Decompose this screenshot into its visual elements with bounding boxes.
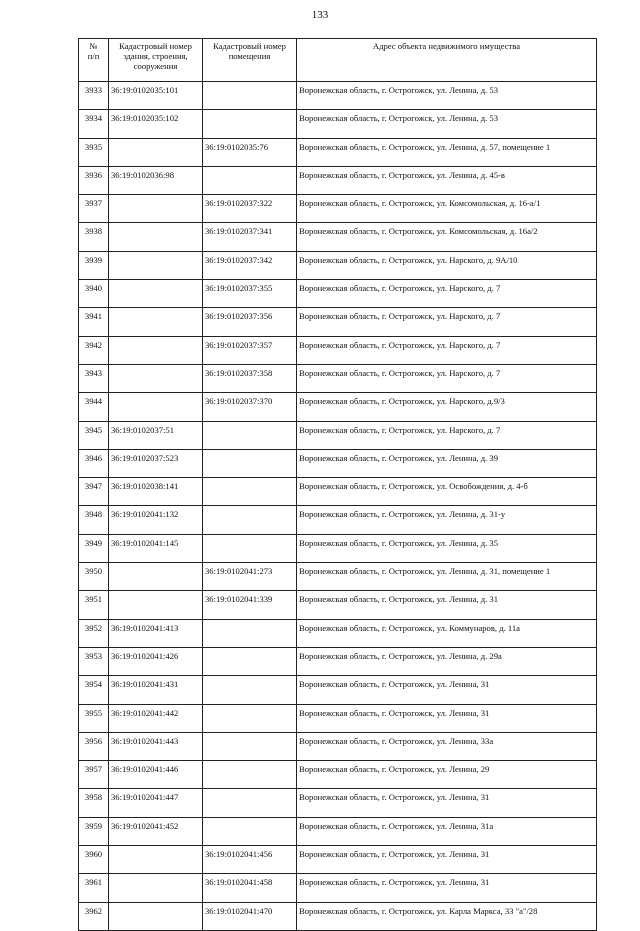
cell-num: 3940 [79,280,109,308]
cell-premises-cadastral: 36:19:0102037:341 [203,223,297,251]
cell-premises-cadastral [203,82,297,110]
cell-building-cadastral: 36:19:0102041:413 [109,619,203,647]
cell-premises-cadastral [203,478,297,506]
table-row [79,676,597,704]
cell-address: Воронежская область, г. Острогожск, ул. Нарского, д. 7 [297,364,597,392]
table-row [79,874,597,902]
cell-num: 3949 [79,534,109,562]
header-premises-cadastral: Кадастровый номер помещения [203,39,297,82]
cell-address: Воронежская область, г. Острогожск, ул. Ленина, 31 [297,676,597,704]
cell-address: Воронежская область, г. Острогожск, ул. Ленина, д. 53 [297,110,597,138]
header-address: Адрес объекта недвижимого имущества [297,39,597,82]
cell-premises-cadastral [203,704,297,732]
cell-num: 3953 [79,647,109,675]
cell-building-cadastral [109,308,203,336]
cell-building-cadastral: 36:19:0102041:443 [109,732,203,760]
table-row [79,902,597,930]
cell-address: Воронежская область, г. Острогожск, ул. Карла Маркса, 33 "а"/28 [297,902,597,930]
cell-address: Воронежская область, г. Острогожск, ул. Ленина, д. 31, помещение 1 [297,563,597,591]
cell-address: Воронежская область, г. Острогожск, ул. Освобождения, д. 4-б [297,478,597,506]
cell-address: Воронежская область, г. Острогожск, ул. Ленина, д. 31 [297,591,597,619]
cell-num: 3939 [79,251,109,279]
table-row [79,761,597,789]
cell-address: Воронежская область, г. Острогожск, ул. Ленина, д. 35 [297,534,597,562]
cell-address: Воронежская область, г. Острогожск, ул. Коммунаров, д. 11а [297,619,597,647]
cell-num: 3962 [79,902,109,930]
table-row [79,166,597,194]
cell-building-cadastral: 36:19:0102041:446 [109,761,203,789]
cell-premises-cadastral: 36:19:0102041:456 [203,846,297,874]
cell-premises-cadastral: 36:19:0102037:357 [203,336,297,364]
cell-address: Воронежская область, г. Острогожск, ул. Ленина, 31 [297,704,597,732]
table-row [79,478,597,506]
cell-premises-cadastral: 36:19:0102041:339 [203,591,297,619]
cell-premises-cadastral [203,789,297,817]
cell-num: 3942 [79,336,109,364]
cell-address: Воронежская область, г. Острогожск, ул. Ленина, д. 29а [297,647,597,675]
cell-address: Воронежская область, г. Острогожск, ул. Ленина, д. 53 [297,82,597,110]
cell-building-cadastral [109,223,203,251]
cell-num: 3944 [79,393,109,421]
cell-num: 3935 [79,138,109,166]
cell-num: 3954 [79,676,109,704]
cell-building-cadastral [109,251,203,279]
cell-building-cadastral [109,364,203,392]
cell-address: Воронежская область, г. Острогожск, ул. Ленина, д. 45-в [297,166,597,194]
cell-num: 3951 [79,591,109,619]
cell-address: Воронежская область, г. Острогожск, ул. Ленина, 31 [297,846,597,874]
cell-building-cadastral: 36:19:0102041:132 [109,506,203,534]
cell-premises-cadastral [203,421,297,449]
cell-building-cadastral: 36:19:0102041:431 [109,676,203,704]
cell-building-cadastral [109,280,203,308]
cell-address: Воронежская область, г. Острогожск, ул. Нарского, д. 7 [297,308,597,336]
cell-building-cadastral: 36:19:0102041:442 [109,704,203,732]
table-row [79,563,597,591]
cell-num: 3945 [79,421,109,449]
cell-premises-cadastral: 36:19:0102037:355 [203,280,297,308]
table-row [79,421,597,449]
cell-num: 3947 [79,478,109,506]
table-header [79,39,597,82]
table-row [79,817,597,845]
table-row [79,393,597,421]
cell-building-cadastral [109,591,203,619]
table-row [79,647,597,675]
table-row [79,619,597,647]
table-body [79,82,597,931]
cell-premises-cadastral [203,534,297,562]
page-number: 133 [311,9,329,21]
cell-premises-cadastral: 36:19:0102041:458 [203,874,297,902]
cell-num: 3936 [79,166,109,194]
table-row [79,732,597,760]
cell-building-cadastral: 36:19:0102041:426 [109,647,203,675]
cell-building-cadastral [109,138,203,166]
cell-premises-cadastral: 36:19:0102041:273 [203,563,297,591]
table-row [79,846,597,874]
cell-building-cadastral [109,336,203,364]
cell-num: 3938 [79,223,109,251]
cell-premises-cadastral [203,166,297,194]
cell-address: Воронежская область, г. Острогожск, ул. Нарского, д. 7 [297,336,597,364]
property-registry-table [78,38,597,931]
cell-address: Воронежская область, г. Острогожск, ул. Комсомольская, д. 16а/2 [297,223,597,251]
cell-address: Воронежская область, г. Острогожск, ул. Комсомольская, д. 16-а/1 [297,195,597,223]
cell-num: 3955 [79,704,109,732]
cell-num: 3957 [79,761,109,789]
cell-premises-cadastral [203,817,297,845]
cell-num: 3948 [79,506,109,534]
cell-premises-cadastral [203,647,297,675]
cell-num: 3961 [79,874,109,902]
cell-building-cadastral: 36:19:0102035:101 [109,82,203,110]
cell-num: 3934 [79,110,109,138]
table-row [79,364,597,392]
cell-building-cadastral [109,874,203,902]
cell-building-cadastral [109,563,203,591]
cell-num: 3952 [79,619,109,647]
cell-building-cadastral: 36:19:0102038:141 [109,478,203,506]
table-row [79,280,597,308]
cell-premises-cadastral: 36:19:0102037:322 [203,195,297,223]
cell-num: 3958 [79,789,109,817]
header-row [79,39,597,82]
table-row [79,336,597,364]
cell-num: 3950 [79,563,109,591]
header-building-cadastral: Кадастровый номер здания, строения, сооружения [109,39,203,82]
table-row [79,506,597,534]
cell-premises-cadastral [203,732,297,760]
cell-building-cadastral: 36:19:0102037:523 [109,449,203,477]
cell-num: 3956 [79,732,109,760]
table-row [79,195,597,223]
cell-premises-cadastral [203,619,297,647]
cell-premises-cadastral: 36:19:0102037:370 [203,393,297,421]
cell-premises-cadastral [203,110,297,138]
table-row [79,138,597,166]
table-row [79,223,597,251]
cell-building-cadastral: 36:19:0102041:452 [109,817,203,845]
cell-premises-cadastral [203,506,297,534]
cell-address: Воронежская область, г. Острогожск, ул. Ленина, 31 [297,874,597,902]
cell-address: Воронежская область, г. Острогожск, ул. Нарского, д. 7 [297,421,597,449]
cell-address: Воронежская область, г. Острогожск, ул. Нарского, д. 9А/10 [297,251,597,279]
cell-building-cadastral [109,902,203,930]
cell-building-cadastral: 36:19:0102037:51 [109,421,203,449]
table-row [79,82,597,110]
cell-address: Воронежская область, г. Острогожск, ул. Ленина, 33а [297,732,597,760]
table-row [79,591,597,619]
cell-num: 3943 [79,364,109,392]
table-row [79,308,597,336]
cell-premises-cadastral [203,449,297,477]
cell-premises-cadastral: 36:19:0102037:342 [203,251,297,279]
table-row [79,251,597,279]
cell-address: Воронежская область, г. Острогожск, ул. Ленина, 31 [297,789,597,817]
table-row [79,704,597,732]
cell-premises-cadastral: 36:19:0102037:356 [203,308,297,336]
cell-num: 3937 [79,195,109,223]
cell-building-cadastral: 36:19:0102041:447 [109,789,203,817]
cell-num: 3959 [79,817,109,845]
cell-building-cadastral: 36:19:0102036:98 [109,166,203,194]
table-row [79,110,597,138]
cell-building-cadastral [109,393,203,421]
cell-address: Воронежская область, г. Острогожск, ул. Ленина, д. 57, помещение 1 [297,138,597,166]
cell-address: Воронежская область, г. Острогожск, ул. Ленина, д. 39 [297,449,597,477]
table-row [79,449,597,477]
cell-num: 3941 [79,308,109,336]
cell-premises-cadastral: 36:19:0102041:470 [203,902,297,930]
cell-building-cadastral: 36:19:0102035:102 [109,110,203,138]
header-num: № п/п [79,39,109,82]
cell-premises-cadastral: 36:19:0102037:358 [203,364,297,392]
cell-address: Воронежская область, г. Острогожск, ул. Ленина, 29 [297,761,597,789]
cell-premises-cadastral: 36:19:0102035:76 [203,138,297,166]
cell-building-cadastral: 36:19:0102041:145 [109,534,203,562]
cell-building-cadastral [109,195,203,223]
cell-num: 3960 [79,846,109,874]
cell-building-cadastral [109,846,203,874]
cell-address: Воронежская область, г. Острогожск, ул. Нарского, д.9/3 [297,393,597,421]
table-row [79,534,597,562]
cell-num: 3933 [79,82,109,110]
cell-premises-cadastral [203,676,297,704]
table-row [79,789,597,817]
cell-premises-cadastral [203,761,297,789]
cell-address: Воронежская область, г. Острогожск, ул. Нарского, д. 7 [297,280,597,308]
cell-address: Воронежская область, г. Острогожск, ул. Ленина, д. 31-у [297,506,597,534]
cell-address: Воронежская область, г. Острогожск, ул. Ленина, 31а [297,817,597,845]
cell-num: 3946 [79,449,109,477]
